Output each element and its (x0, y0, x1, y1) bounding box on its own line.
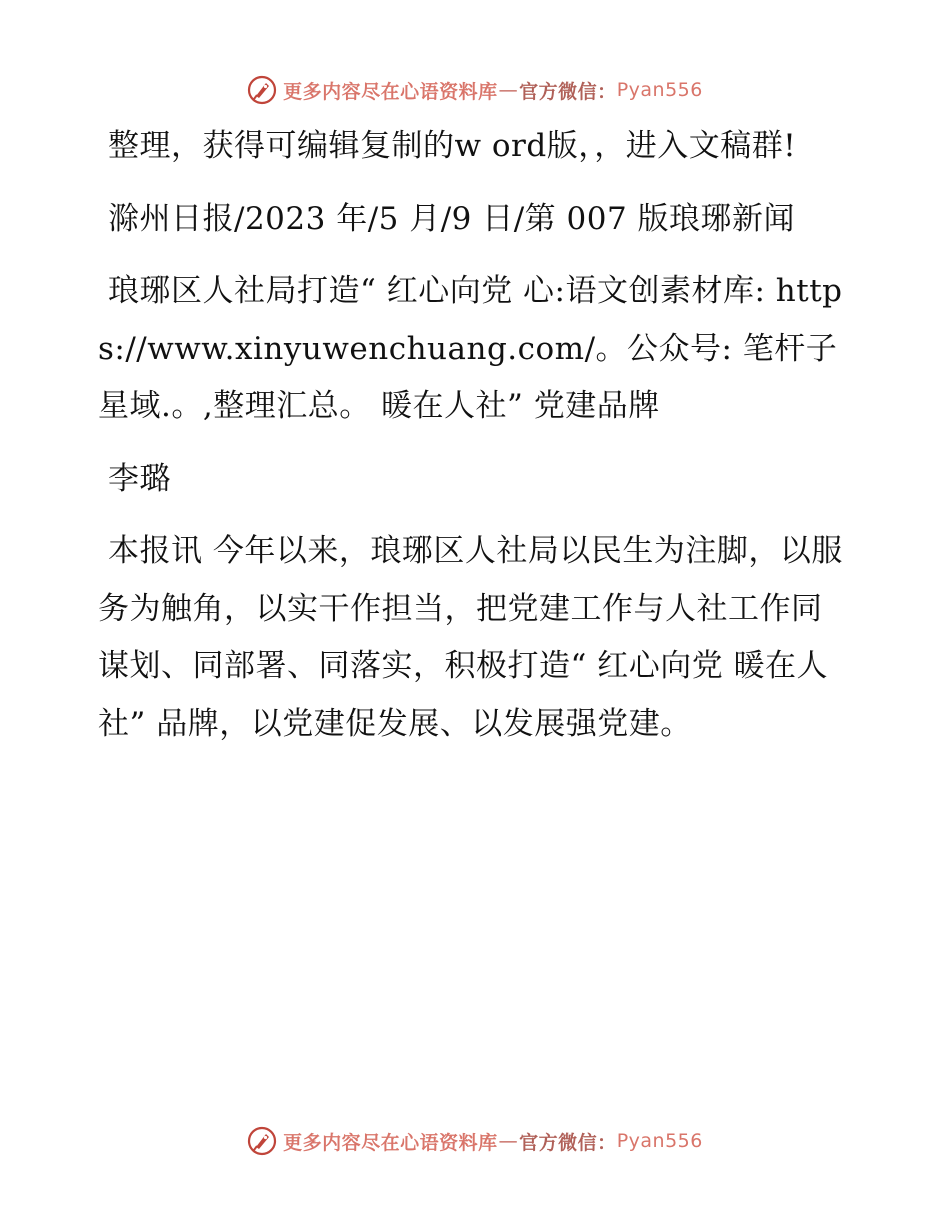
banner-wechat-label: 官方微信： (519, 80, 617, 103)
paragraph-lead: 本报讯 今年以来，琅琊区人社局以民生为注脚，以服务为触角，以实干作担当，把党建工作与人社工作同谋划、同部署、同落实，积极打造“ 红心向党 暖在人社” 品牌，以党建促发展、以发展强党建。 (98, 533, 843, 742)
header-banner (0, 70, 950, 110)
paragraph-intro: 整理，获得可编辑复制的w ord版，，进入文稿群! (108, 128, 797, 164)
banner-site-text: 更多内容尽在心语资料库 (283, 1131, 498, 1154)
banner-separator: — (498, 79, 519, 101)
banner-wechat-label: 官方微信： (519, 1131, 617, 1154)
paragraph-headline: 琅琊区人社局打造“ 红心向党 心:语文创素材库: https://www.xinyuwenchuang.com/。公众号: 笔杆子星域.。,整理汇总。 暖在人社” 党建品牌 (98, 273, 843, 424)
banner-wechat-id: Pyan556 (616, 79, 703, 101)
document-body (98, 118, 850, 768)
paragraph-author: 李璐 (108, 460, 171, 497)
banner-wechat-id: Pyan556 (616, 1130, 703, 1152)
footer-banner (0, 1121, 950, 1161)
paragraph-source: 滁州日报/2023 年/5 月/9 日/第 007 版琅琊新闻 (108, 200, 796, 237)
banner-site-text: 更多内容尽在心语资料库 (283, 80, 498, 103)
pen-nib-circle-icon (247, 75, 277, 105)
banner-separator: — (498, 1130, 519, 1152)
pen-nib-circle-icon (247, 1126, 277, 1156)
